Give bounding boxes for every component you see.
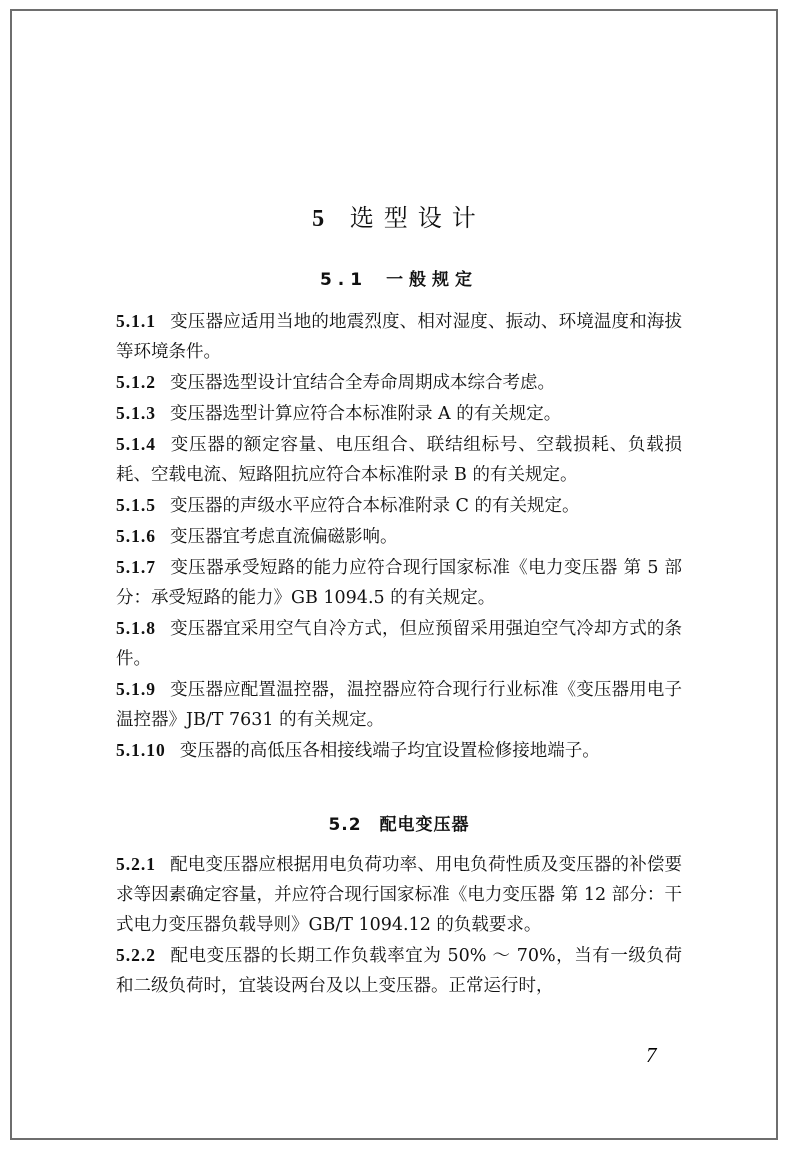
clause-text: 变压器的高低压各相接线端子均宜设置检修接地端子。	[179, 741, 600, 761]
clause-number: 5.1.7	[116, 557, 156, 577]
clause-5-1-2	[116, 367, 682, 398]
clause-5-1-1	[116, 306, 682, 367]
section-title-5-2	[116, 810, 682, 835]
clause-text: 变压器的额定容量、电压组合、联结组标号、空载损耗、负载损耗、空载电流、短路阻抗应符合本标准附录 B 的有关规定。	[116, 435, 682, 485]
clause-text: 变压器选型设计宜结合全寿命周期成本综合考虑。	[170, 373, 555, 393]
clause-5-1-4	[116, 429, 682, 490]
clause-5-2-1	[116, 849, 682, 940]
clause-5-1-7	[116, 552, 682, 613]
section-title-text: 配电变压器	[379, 815, 470, 835]
clause-5-1-10	[116, 735, 682, 766]
page-number: 7	[646, 1043, 657, 1067]
clause-number: 5.1.9	[116, 679, 156, 699]
section-number: 5.2	[328, 815, 362, 835]
clause-5-2-2	[116, 940, 682, 1001]
clause-number: 5.2.2	[116, 945, 156, 965]
clause-number: 5.1.6	[116, 526, 156, 546]
clause-number: 5.1.5	[116, 495, 156, 515]
clause-5-1-9	[116, 674, 682, 735]
section-title-5-1	[116, 265, 682, 290]
clause-number: 5.1.1	[116, 311, 156, 331]
clause-number: 5.1.3	[116, 403, 156, 423]
clause-5-1-8	[116, 613, 682, 674]
section-title-text: 一般规定	[386, 270, 479, 290]
clause-text: 变压器应适用当地的地震烈度、相对湿度、振动、环境温度和海拔等环境条件。	[116, 312, 682, 362]
clause-number: 5.1.8	[116, 618, 156, 638]
chapter-title-text: 选型设计	[349, 204, 486, 232]
clause-text: 配电变压器应根据用电负荷功率、用电负荷性质及变压器的补偿要求等因素确定容量，并应符合现行国家标准《电力变压器 第 12 部分：干式电力变压器负载导则》GB/T 1094.12 的负载要求。	[116, 855, 682, 935]
clause-number: 5.1.4	[116, 434, 156, 454]
clause-number: 5.1.2	[116, 372, 156, 392]
clause-text: 变压器选型计算应符合本标准附录 A 的有关规定。	[170, 404, 562, 424]
clause-list-5-2	[116, 849, 682, 1001]
clause-text: 变压器宜采用空气自冷方式，但应预留采用强迫空气冷却方式的条件。	[116, 619, 682, 669]
chapter-title	[116, 198, 682, 233]
clause-text: 变压器承受短路的能力应符合现行国家标准《电力变压器 第 5 部分：承受短路的能力》GB 1094.5 的有关规定。	[116, 558, 682, 608]
clause-5-1-6	[116, 521, 682, 552]
clause-list-5-1	[116, 306, 682, 766]
clause-5-1-5	[116, 490, 682, 521]
clause-number: 5.2.1	[116, 854, 156, 874]
clause-text: 变压器宜考虑直流偏磁影响。	[170, 527, 398, 547]
clause-number: 5.1.10	[116, 740, 166, 760]
clause-text: 配电变压器的长期工作负载率宜为 50% ～ 70%，当有一级负荷和二级负荷时，宜装设两台及以上变压器。正常运行时，	[116, 946, 682, 996]
chapter-number: 5	[312, 206, 325, 232]
clause-text: 变压器的声级水平应符合本标准附录 C 的有关规定。	[170, 496, 580, 516]
section-number: 5.1	[319, 270, 369, 290]
clause-5-1-3	[116, 398, 682, 429]
clause-text: 变压器应配置温控器，温控器应符合现行行业标准《变压器用电子温控器》JB/T 7631 的有关规定。	[116, 680, 682, 730]
